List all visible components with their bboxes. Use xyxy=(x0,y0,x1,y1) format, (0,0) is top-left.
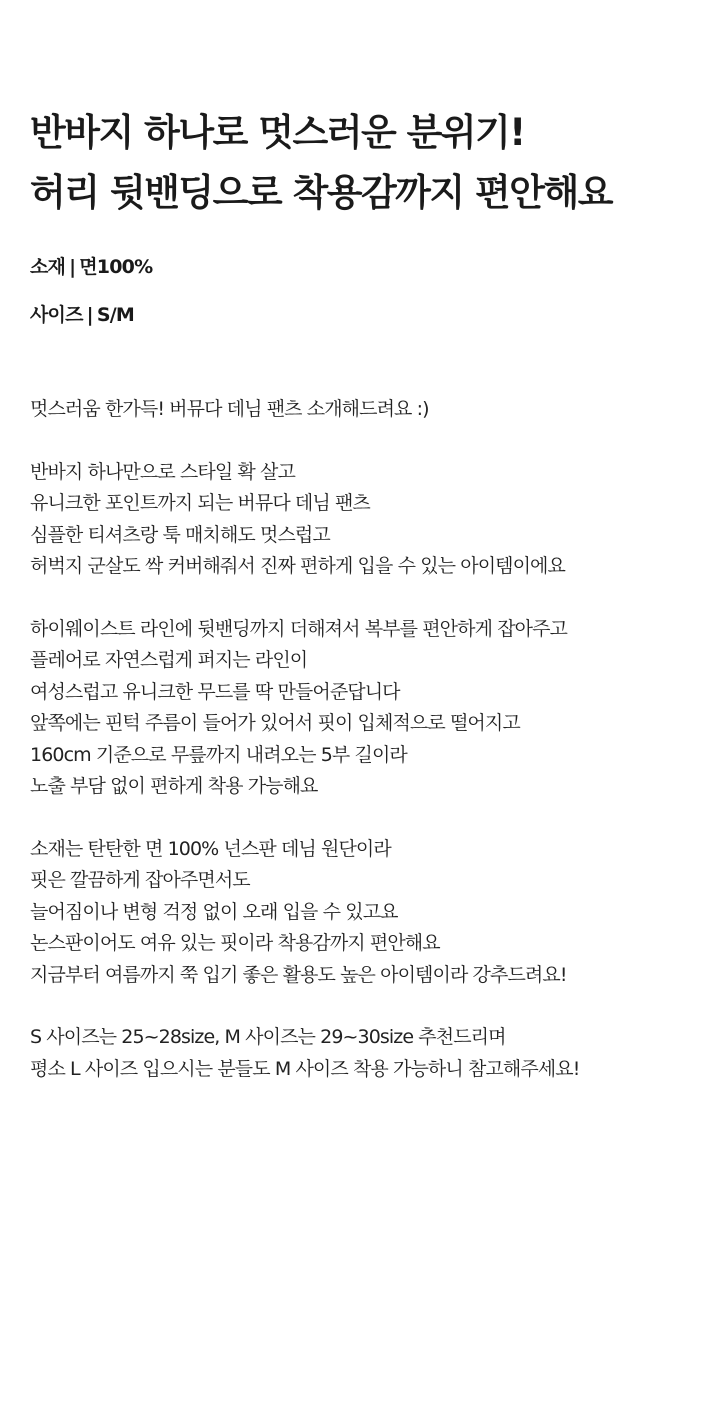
description-line: 늘어짐이나 변형 걱정 없이 오래 입을 수 있고요 xyxy=(30,900,398,923)
product-detail-page xyxy=(30,0,695,1085)
spec-value: 면100% xyxy=(79,256,153,278)
description-line: 유니크한 포인트까지 되는 버뮤다 데님 팬츠 xyxy=(30,492,370,514)
spec-row-size xyxy=(30,302,695,328)
description-line: 플레어로 자연스럽게 퍼지는 라인이 xyxy=(30,649,308,671)
spec-row-material xyxy=(30,254,695,280)
description-line: 논스판이어도 여유 있는 핏이라 착용감까지 편안해요 xyxy=(30,932,440,954)
description-line: 반바지 하나만으로 스타일 확 살고 xyxy=(30,460,295,483)
headline-line: 허리 뒷밴딩으로 착용감까지 편안해요 xyxy=(30,171,613,214)
spec-separator: | xyxy=(86,304,93,326)
description-paragraph-material xyxy=(30,834,695,992)
description-line: 핏은 깔끔하게 잡아주면서도 xyxy=(30,869,250,891)
description-line: 지금부터 여름까지 쭉 입기 좋은 활용도 높은 아이템이라 강추드려요! xyxy=(30,963,567,986)
description-line: 소재는 탄탄한 면 100% 넌스판 데님 원단이라 xyxy=(30,837,391,860)
description-line: 앞쪽에는 핀턱 주름이 들어가 있어서 핏이 입체적으로 떨어지고 xyxy=(30,712,520,734)
description-line: 여성스럽고 유니크한 무드를 딱 만들어준답니다 xyxy=(30,680,400,703)
spec-value: S/M xyxy=(96,304,134,326)
headline xyxy=(30,0,695,223)
description-line: 160cm 기준으로 무릎까지 내려오는 5부 길이라 xyxy=(30,743,407,766)
spec-label: 사이즈 xyxy=(30,304,83,326)
spec-list xyxy=(30,254,695,328)
description-line: 하이웨이스트 라인에 뒷밴딩까지 더해져서 복부를 편안하게 잡아주고 xyxy=(30,617,568,640)
description-paragraph-intro xyxy=(30,394,695,426)
description-line: S 사이즈는 25~28size, M 사이즈는 29~30size 추천드리며 xyxy=(30,1026,506,1048)
description-paragraph-fit xyxy=(30,614,695,803)
headline-line: 반바지 하나로 멋스러운 분위기! xyxy=(30,111,525,154)
description-line: 노출 부담 없이 편하게 착용 가능해요 xyxy=(30,775,318,797)
spec-label: 소재 xyxy=(30,256,66,278)
description-line: 허벅지 군살도 싹 커버해줘서 진짜 편하게 입을 수 있는 아이템이에요 xyxy=(30,555,565,577)
spec-separator: | xyxy=(69,256,76,278)
description-line: 평소 L 사이즈 입으시는 분들도 M 사이즈 착용 가능하니 참고해주세요! xyxy=(30,1057,580,1080)
description xyxy=(30,394,695,1085)
description-paragraph-sizing xyxy=(30,1022,695,1085)
description-paragraph-style xyxy=(30,457,695,583)
description-line: 멋스러움 한가득! 버뮤다 데님 팬츠 소개해드려요 :) xyxy=(30,398,429,420)
description-line: 심플한 티셔츠랑 툭 매치해도 멋스럽고 xyxy=(30,523,330,546)
